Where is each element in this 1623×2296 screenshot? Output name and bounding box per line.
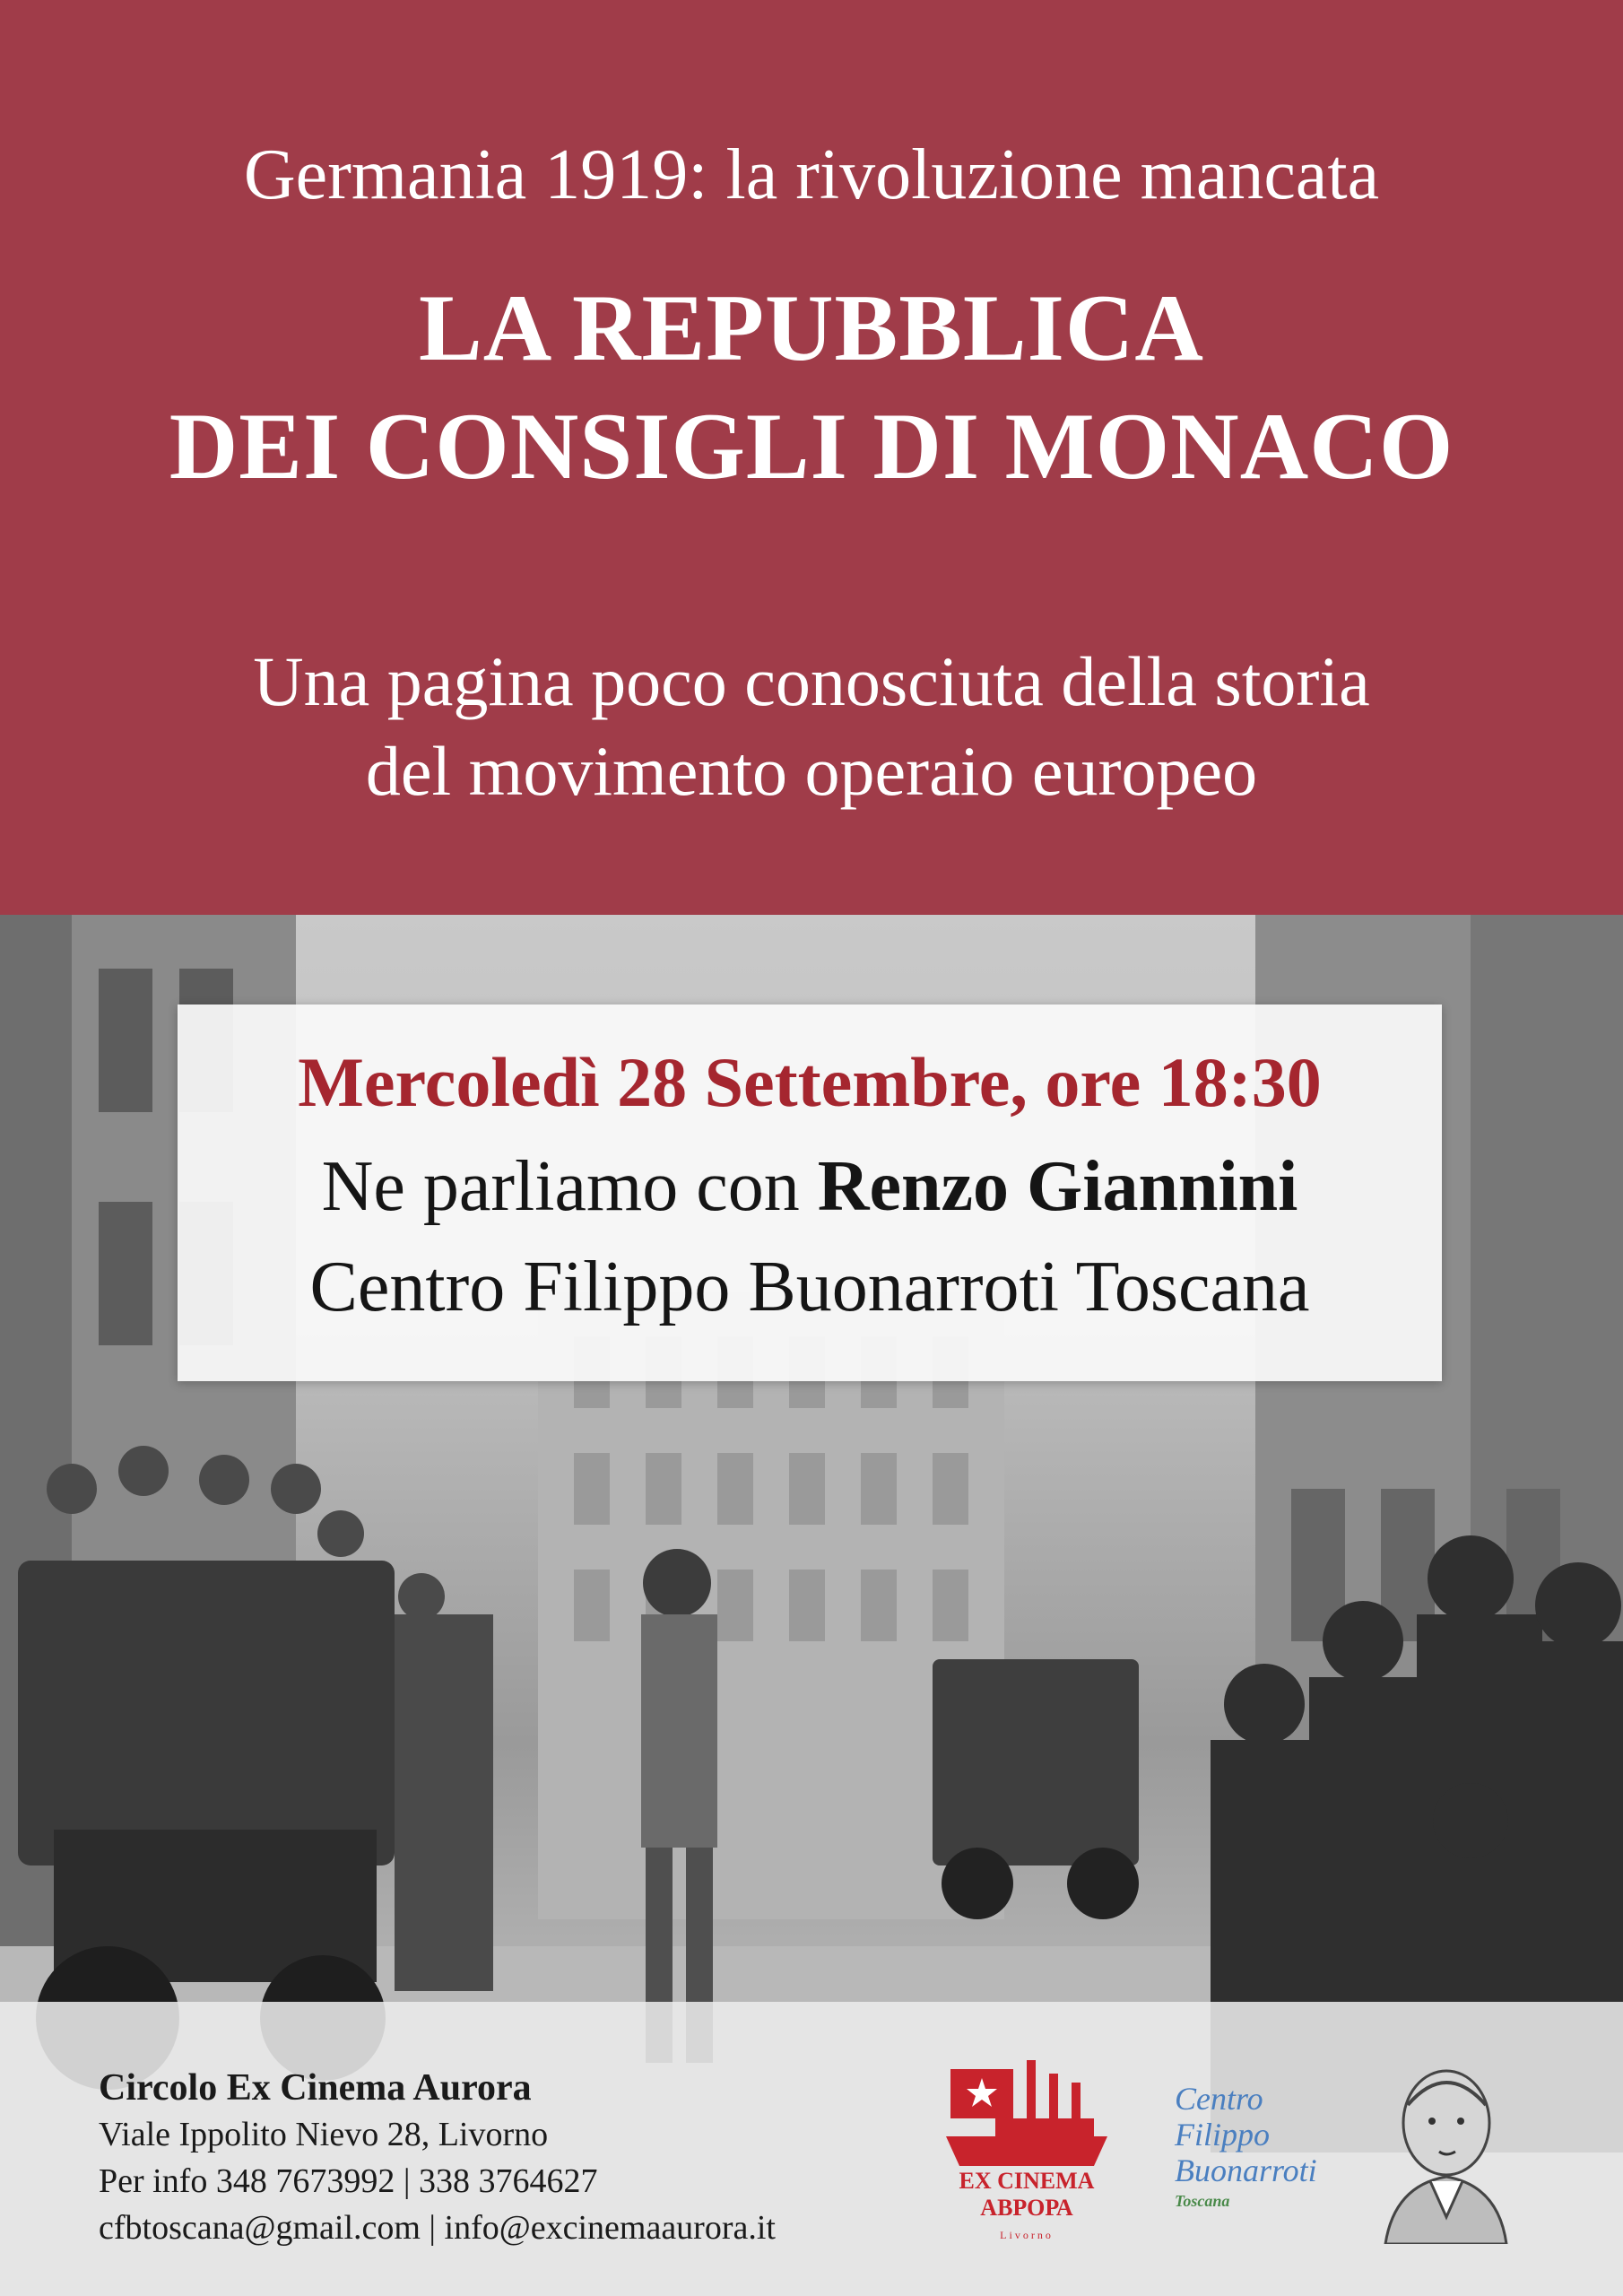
aurora-city: Livorno xyxy=(1000,2229,1054,2241)
poster-footer xyxy=(0,2002,1623,2296)
buonarroti-portrait xyxy=(1367,2051,1524,2244)
event-info-box xyxy=(178,1004,1442,1381)
poster-header xyxy=(0,0,1623,915)
speaker-name: Renzo Giannini xyxy=(817,1147,1298,1226)
venue-address: Viale Ippolito Nievo 28, Livorno xyxy=(99,2116,549,2153)
buonarroti-region: Toscana xyxy=(1175,2192,1230,2210)
event-date: Mercoledì 28 Settembre, ore 18:30 xyxy=(298,1043,1322,1121)
venue-info xyxy=(99,2065,776,2251)
speaker-prefix: Ne parliamo con xyxy=(321,1147,800,1226)
aurora-line-2: АВРОРА xyxy=(980,2195,1073,2221)
subtitle-line-1: Una pagina poco conosciuta della storia xyxy=(253,642,1370,720)
venue-name: Circolo Ex Cinema Aurora xyxy=(99,2067,532,2109)
poster-subtitle xyxy=(0,637,1623,816)
centro-buonarroti-logo xyxy=(1175,2081,1372,2213)
title-line-2: DEI CONSIGLI DI MONACO xyxy=(169,394,1454,499)
buonarroti-line-3: Buonarroti xyxy=(1175,2152,1317,2188)
aurora-ship-icon xyxy=(942,2051,1112,2172)
aurora-logo-text xyxy=(942,2168,1112,2248)
poster-kicker: Germania 1919: la rivoluzione mancata xyxy=(243,135,1380,214)
subtitle-line-2: del movimento operaio europeo xyxy=(365,732,1258,810)
buonarroti-line-2: Filippo xyxy=(1175,2117,1270,2152)
title-line-1: LA REPUBBLICA xyxy=(419,275,1204,380)
venue-email: cfbtoscana@gmail.com | info@excinemaaurora.it xyxy=(99,2209,776,2247)
ex-cinema-aurora-logo xyxy=(942,2051,1112,2241)
event-speaker xyxy=(178,1146,1442,1228)
poster-title xyxy=(0,269,1623,506)
buonarroti-line-1: Centro xyxy=(1175,2081,1263,2117)
event-organization: Centro Filippo Buonarroti Toscana xyxy=(309,1248,1310,1326)
venue-phone: Per info 348 7673992 | 338 3764627 xyxy=(99,2162,598,2200)
aurora-line-1: EX CINEMA xyxy=(959,2168,1095,2194)
